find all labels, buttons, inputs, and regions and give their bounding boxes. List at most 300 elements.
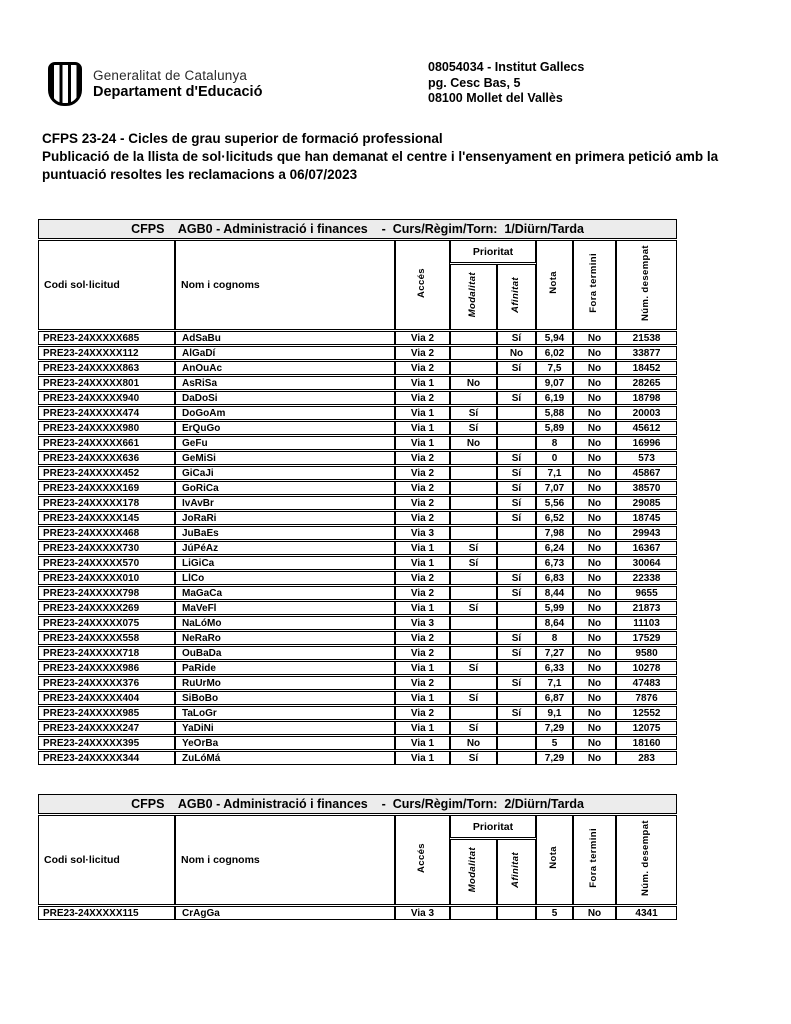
header-brand <box>48 62 262 106</box>
table-row <box>38 556 677 570</box>
fora-termini-cell: No <box>573 466 616 480</box>
acces-cell: Via 2 <box>395 646 450 660</box>
codi-cell: PRE23-24XXXXX474 <box>38 406 175 420</box>
codi-cell: PRE23-24XXXXX376 <box>38 676 175 690</box>
table-row <box>38 646 677 660</box>
nom-cell: RuUrMo <box>175 676 395 690</box>
modalitat-cell <box>450 906 497 920</box>
applications-table-torn-2 <box>38 793 677 921</box>
table-row <box>38 706 677 720</box>
acces-cell: Via 2 <box>395 331 450 345</box>
nota-cell: 5,88 <box>536 406 573 420</box>
afinitat-cell <box>497 616 536 630</box>
column-codi: Codi sol·licitud <box>38 815 175 905</box>
column-num-desempat-label: Núm. desempat <box>640 819 652 896</box>
school-address: pg. Cesc Bas, 5 <box>428 75 521 90</box>
nota-cell: 6,73 <box>536 556 573 570</box>
desempat-cell: 18798 <box>616 391 677 405</box>
desempat-cell: 7876 <box>616 691 677 705</box>
acces-cell: Via 2 <box>395 631 450 645</box>
applications-table-torn-1 <box>38 218 677 766</box>
codi-cell: PRE23-24XXXXX404 <box>38 691 175 705</box>
acces-cell: Via 1 <box>395 601 450 615</box>
modalitat-cell <box>450 526 497 540</box>
acces-cell: Via 1 <box>395 421 450 435</box>
fora-termini-cell: No <box>573 751 616 765</box>
desempat-cell: 10278 <box>616 661 677 675</box>
codi-cell: PRE23-24XXXXX075 <box>38 616 175 630</box>
acces-cell: Via 3 <box>395 526 450 540</box>
table-title-row <box>38 219 677 239</box>
nota-cell: 6,19 <box>536 391 573 405</box>
nota-cell: 8,44 <box>536 586 573 600</box>
fora-termini-cell: No <box>573 706 616 720</box>
table-row <box>38 571 677 585</box>
codi-cell: PRE23-24XXXXX718 <box>38 646 175 660</box>
fora-termini-cell: No <box>573 586 616 600</box>
fora-termini-cell: No <box>573 676 616 690</box>
fora-termini-cell: No <box>573 556 616 570</box>
desempat-cell: 22338 <box>616 571 677 585</box>
desempat-cell: 16367 <box>616 541 677 555</box>
table-row <box>38 541 677 555</box>
afinitat-cell <box>497 691 536 705</box>
table-row <box>38 421 677 435</box>
afinitat-cell <box>497 376 536 390</box>
afinitat-cell <box>497 736 536 750</box>
table-row <box>38 466 677 480</box>
afinitat-cell <box>497 556 536 570</box>
fora-termini-cell: No <box>573 481 616 495</box>
fora-termini-cell: No <box>573 691 616 705</box>
modalitat-cell: Sí <box>450 601 497 615</box>
nom-cell: LlCo <box>175 571 395 585</box>
nota-cell: 8 <box>536 436 573 450</box>
codi-cell: PRE23-24XXXXX863 <box>38 361 175 375</box>
table-row <box>38 631 677 645</box>
modalitat-cell <box>450 346 497 360</box>
modalitat-cell <box>450 466 497 480</box>
nom-cell: SiBoBo <box>175 691 395 705</box>
fora-termini-cell: No <box>573 541 616 555</box>
fora-termini-cell: No <box>573 376 616 390</box>
acces-cell: Via 2 <box>395 451 450 465</box>
nom-cell: OuBaDa <box>175 646 395 660</box>
acces-cell: Via 2 <box>395 496 450 510</box>
acces-cell: Via 1 <box>395 661 450 675</box>
desempat-cell: 18745 <box>616 511 677 525</box>
table-row <box>38 721 677 735</box>
nom-cell: AlGaDí <box>175 346 395 360</box>
nota-cell: 5,94 <box>536 331 573 345</box>
column-num-desempat-label: Núm. desempat <box>640 244 652 321</box>
fora-termini-cell: No <box>573 631 616 645</box>
fora-termini-cell: No <box>573 616 616 630</box>
fora-termini-cell: No <box>573 451 616 465</box>
column-acces-label: Accés <box>416 267 428 298</box>
column-acces <box>395 240 450 330</box>
acces-cell: Via 2 <box>395 706 450 720</box>
nom-cell: CrAgGa <box>175 906 395 920</box>
acces-cell: Via 2 <box>395 361 450 375</box>
acces-cell: Via 3 <box>395 906 450 920</box>
afinitat-cell <box>497 601 536 615</box>
table-row <box>38 601 677 615</box>
column-acces-label: Accés <box>416 842 428 873</box>
nota-cell: 6,02 <box>536 346 573 360</box>
nota-cell: 5,89 <box>536 421 573 435</box>
nota-cell: 6,24 <box>536 541 573 555</box>
modalitat-cell <box>450 706 497 720</box>
desempat-cell: 29943 <box>616 526 677 540</box>
table-row <box>38 751 677 765</box>
afinitat-cell: Sí <box>497 706 536 720</box>
modalitat-cell <box>450 391 497 405</box>
nota-cell: 7,98 <box>536 526 573 540</box>
nom-cell: GeMiSi <box>175 451 395 465</box>
desempat-cell: 9655 <box>616 586 677 600</box>
modalitat-cell: No <box>450 436 497 450</box>
acces-cell: Via 2 <box>395 346 450 360</box>
table-row <box>38 676 677 690</box>
column-header-row <box>38 240 677 263</box>
nota-cell: 7,27 <box>536 646 573 660</box>
table-row <box>38 346 677 360</box>
table-row <box>38 331 677 345</box>
column-nota-label: Nota <box>548 271 560 294</box>
nom-cell: NaLóMo <box>175 616 395 630</box>
desempat-cell: 283 <box>616 751 677 765</box>
nota-cell: 5 <box>536 736 573 750</box>
table-row <box>38 406 677 420</box>
column-codi: Codi sol·licitud <box>38 240 175 330</box>
column-nota-label: Nota <box>548 846 560 869</box>
fora-termini-cell: No <box>573 511 616 525</box>
codi-cell: PRE23-24XXXXX985 <box>38 706 175 720</box>
fora-termini-cell: No <box>573 721 616 735</box>
nota-cell: 9,1 <box>536 706 573 720</box>
nota-cell: 5,99 <box>536 601 573 615</box>
table-row <box>38 376 677 390</box>
codi-cell: PRE23-24XXXXX145 <box>38 511 175 525</box>
nota-cell: 6,83 <box>536 571 573 585</box>
table-row <box>38 691 677 705</box>
desempat-cell: 17529 <box>616 631 677 645</box>
desempat-cell: 21873 <box>616 601 677 615</box>
table-row <box>38 616 677 630</box>
codi-cell: PRE23-24XXXXX940 <box>38 391 175 405</box>
column-nota <box>536 815 573 905</box>
column-header-row <box>38 815 677 838</box>
modalitat-cell: Sí <box>450 751 497 765</box>
afinitat-cell: Sí <box>497 511 536 525</box>
acces-cell: Via 1 <box>395 376 450 390</box>
afinitat-cell <box>497 721 536 735</box>
acces-cell: Via 2 <box>395 571 450 585</box>
codi-cell: PRE23-24XXXXX636 <box>38 451 175 465</box>
table-body-torn-1 <box>38 331 677 765</box>
afinitat-cell <box>497 406 536 420</box>
desempat-cell: 29085 <box>616 496 677 510</box>
codi-cell: PRE23-24XXXXX798 <box>38 586 175 600</box>
fora-termini-cell: No <box>573 436 616 450</box>
logo-text <box>93 68 262 101</box>
nom-cell: IvAvBr <box>175 496 395 510</box>
column-prioritat: Prioritat <box>450 240 536 263</box>
desempat-cell: 20003 <box>616 406 677 420</box>
modalitat-cell: Sí <box>450 421 497 435</box>
afinitat-cell <box>497 436 536 450</box>
nom-cell: LiGiCa <box>175 556 395 570</box>
fora-termini-cell: No <box>573 496 616 510</box>
column-modalitat <box>450 839 497 905</box>
acces-cell: Via 2 <box>395 391 450 405</box>
fora-termini-cell: No <box>573 646 616 660</box>
desempat-cell: 38570 <box>616 481 677 495</box>
fora-termini-cell: No <box>573 406 616 420</box>
nota-cell: 6,87 <box>536 691 573 705</box>
desempat-cell: 45867 <box>616 466 677 480</box>
column-num-desempat <box>616 240 677 330</box>
nota-cell: 5 <box>536 906 573 920</box>
nom-cell: ErQuGo <box>175 421 395 435</box>
nota-cell: 6,33 <box>536 661 573 675</box>
column-nota <box>536 240 573 330</box>
acces-cell: Via 1 <box>395 736 450 750</box>
afinitat-cell: Sí <box>497 496 536 510</box>
modalitat-cell: No <box>450 736 497 750</box>
fora-termini-cell: No <box>573 601 616 615</box>
codi-cell: PRE23-24XXXXX247 <box>38 721 175 735</box>
modalitat-cell <box>450 496 497 510</box>
codi-cell: PRE23-24XXXXX986 <box>38 661 175 675</box>
modalitat-cell <box>450 331 497 345</box>
nota-cell: 0 <box>536 451 573 465</box>
table-row <box>38 511 677 525</box>
codi-cell: PRE23-24XXXXX980 <box>38 421 175 435</box>
modalitat-cell <box>450 511 497 525</box>
nom-cell: GeFu <box>175 436 395 450</box>
table-row <box>38 736 677 750</box>
column-modalitat <box>450 264 497 330</box>
desempat-cell: 45612 <box>616 421 677 435</box>
afinitat-cell <box>497 906 536 920</box>
table-row <box>38 586 677 600</box>
table-row <box>38 451 677 465</box>
desempat-cell: 21538 <box>616 331 677 345</box>
codi-cell: PRE23-24XXXXX178 <box>38 496 175 510</box>
nom-cell: TaLoGr <box>175 706 395 720</box>
modalitat-cell: Sí <box>450 556 497 570</box>
acces-cell: Via 1 <box>395 691 450 705</box>
column-afinitat <box>497 264 536 330</box>
modalitat-cell <box>450 631 497 645</box>
acces-cell: Via 1 <box>395 721 450 735</box>
desempat-cell: 18452 <box>616 361 677 375</box>
fora-termini-cell: No <box>573 361 616 375</box>
column-fora-termini-label: Fora termini <box>588 827 600 888</box>
modalitat-cell: Sí <box>450 541 497 555</box>
modalitat-cell: No <box>450 376 497 390</box>
acces-cell: Via 1 <box>395 541 450 555</box>
nota-cell: 6,52 <box>536 511 573 525</box>
desempat-cell: 573 <box>616 451 677 465</box>
desempat-cell: 18160 <box>616 736 677 750</box>
codi-cell: PRE23-24XXXXX801 <box>38 376 175 390</box>
nota-cell: 7,5 <box>536 361 573 375</box>
codi-cell: PRE23-24XXXXX468 <box>38 526 175 540</box>
fora-termini-cell: No <box>573 571 616 585</box>
column-fora-termini-label: Fora termini <box>588 252 600 313</box>
table-title: CFPS AGB0 - Administració i finances - Curs/Règim/Torn: 1/Diürn/Tarda <box>38 219 677 239</box>
nota-cell: 5,56 <box>536 496 573 510</box>
table-row <box>38 481 677 495</box>
afinitat-cell <box>497 421 536 435</box>
modalitat-cell <box>450 676 497 690</box>
desempat-cell: 28265 <box>616 376 677 390</box>
table-row <box>38 361 677 375</box>
column-acces <box>395 815 450 905</box>
afinitat-cell: Sí <box>497 571 536 585</box>
codi-cell: PRE23-24XXXXX395 <box>38 736 175 750</box>
afinitat-cell: Sí <box>497 451 536 465</box>
fora-termini-cell: No <box>573 661 616 675</box>
modalitat-cell: Sí <box>450 721 497 735</box>
modalitat-cell <box>450 646 497 660</box>
nom-cell: JúPéAz <box>175 541 395 555</box>
table-row <box>38 436 677 450</box>
afinitat-cell <box>497 661 536 675</box>
fora-termini-cell: No <box>573 526 616 540</box>
modalitat-cell <box>450 361 497 375</box>
column-modalitat-label: Modalitat <box>467 271 479 318</box>
nota-cell: 8 <box>536 631 573 645</box>
column-prioritat: Prioritat <box>450 815 536 838</box>
codi-cell: PRE23-24XXXXX169 <box>38 481 175 495</box>
desempat-cell: 47483 <box>616 676 677 690</box>
nom-cell: YaDiNi <box>175 721 395 735</box>
column-afinitat-label: Afinitat <box>510 851 522 888</box>
table-row <box>38 661 677 675</box>
desempat-cell: 9580 <box>616 646 677 660</box>
modalitat-cell <box>450 586 497 600</box>
desempat-cell: 12075 <box>616 721 677 735</box>
afinitat-cell <box>497 526 536 540</box>
codi-cell: PRE23-24XXXXX661 <box>38 436 175 450</box>
column-num-desempat <box>616 815 677 905</box>
afinitat-cell: Sí <box>497 676 536 690</box>
codi-cell: PRE23-24XXXXX558 <box>38 631 175 645</box>
fora-termini-cell: No <box>573 421 616 435</box>
codi-cell: PRE23-24XXXXX115 <box>38 906 175 920</box>
school-code-name: 08054034 - Institut Gallecs <box>428 60 585 74</box>
codi-cell: PRE23-24XXXXX010 <box>38 571 175 585</box>
afinitat-cell: Sí <box>497 481 536 495</box>
desempat-cell: 33877 <box>616 346 677 360</box>
table-title-row <box>38 794 677 814</box>
acces-cell: Via 2 <box>395 481 450 495</box>
nota-cell: 7,29 <box>536 751 573 765</box>
nom-cell: MaVeFl <box>175 601 395 615</box>
school-info <box>428 60 584 107</box>
fora-termini-cell: No <box>573 331 616 345</box>
doc-title-line-2: Publicació de la llista de sol·licituds que han demanat el centre i l'ensenyament en primera petició amb la puntuació resoltes les reclamacions a 06/07/2023 <box>42 149 719 182</box>
modalitat-cell: Sí <box>450 406 497 420</box>
nom-cell: JoRaRi <box>175 511 395 525</box>
doc-title-line-1: CFPS 23-24 - Cicles de grau superior de formació professional <box>42 131 443 146</box>
nom-cell: DaDoSi <box>175 391 395 405</box>
modalitat-cell: Sí <box>450 661 497 675</box>
afinitat-cell <box>497 751 536 765</box>
table-row <box>38 391 677 405</box>
acces-cell: Via 1 <box>395 406 450 420</box>
codi-cell: PRE23-24XXXXX112 <box>38 346 175 360</box>
fora-termini-cell: No <box>573 346 616 360</box>
afinitat-cell: Sí <box>497 586 536 600</box>
school-city: 08100 Mollet del Vallès <box>428 91 563 105</box>
nom-cell: PaRide <box>175 661 395 675</box>
codi-cell: PRE23-24XXXXX344 <box>38 751 175 765</box>
modalitat-cell <box>450 571 497 585</box>
nom-cell: NeRaRo <box>175 631 395 645</box>
document-title <box>42 130 730 184</box>
nom-cell: GoRiCa <box>175 481 395 495</box>
modalitat-cell: Sí <box>450 691 497 705</box>
afinitat-cell: No <box>497 346 536 360</box>
nota-cell: 7,1 <box>536 466 573 480</box>
fora-termini-cell: No <box>573 906 616 920</box>
nom-cell: JuBaEs <box>175 526 395 540</box>
acces-cell: Via 1 <box>395 436 450 450</box>
senyera-shield-icon <box>48 62 82 106</box>
column-afinitat <box>497 839 536 905</box>
acces-cell: Via 2 <box>395 586 450 600</box>
dept-name: Departament d'Educació <box>93 83 263 100</box>
nom-cell: GiCaJi <box>175 466 395 480</box>
desempat-cell: 16996 <box>616 436 677 450</box>
afinitat-cell: Sí <box>497 391 536 405</box>
nom-cell: ZuLóMá <box>175 751 395 765</box>
afinitat-cell <box>497 541 536 555</box>
nota-cell: 7,29 <box>536 721 573 735</box>
nom-cell: DoGoAm <box>175 406 395 420</box>
nom-cell: AsRiSa <box>175 376 395 390</box>
acces-cell: Via 3 <box>395 616 450 630</box>
table-row <box>38 906 677 920</box>
desempat-cell: 4341 <box>616 906 677 920</box>
afinitat-cell: Sí <box>497 361 536 375</box>
org-name: Generalitat de Catalunya <box>93 67 248 83</box>
codi-cell: PRE23-24XXXXX730 <box>38 541 175 555</box>
nom-cell: AdSaBu <box>175 331 395 345</box>
column-fora-termini <box>573 240 616 330</box>
acces-cell: Via 2 <box>395 511 450 525</box>
nom-cell: MaGaCa <box>175 586 395 600</box>
codi-cell: PRE23-24XXXXX269 <box>38 601 175 615</box>
afinitat-cell: Sí <box>497 466 536 480</box>
nota-cell: 8,64 <box>536 616 573 630</box>
acces-cell: Via 2 <box>395 466 450 480</box>
nota-cell: 7,07 <box>536 481 573 495</box>
nom-cell: AnOuAc <box>175 361 395 375</box>
acces-cell: Via 1 <box>395 751 450 765</box>
column-modalitat-label: Modalitat <box>467 846 479 893</box>
nota-cell: 9,07 <box>536 376 573 390</box>
column-nom: Nom i cognoms <box>175 815 395 905</box>
nota-cell: 7,1 <box>536 676 573 690</box>
table-row <box>38 526 677 540</box>
codi-cell: PRE23-24XXXXX685 <box>38 331 175 345</box>
